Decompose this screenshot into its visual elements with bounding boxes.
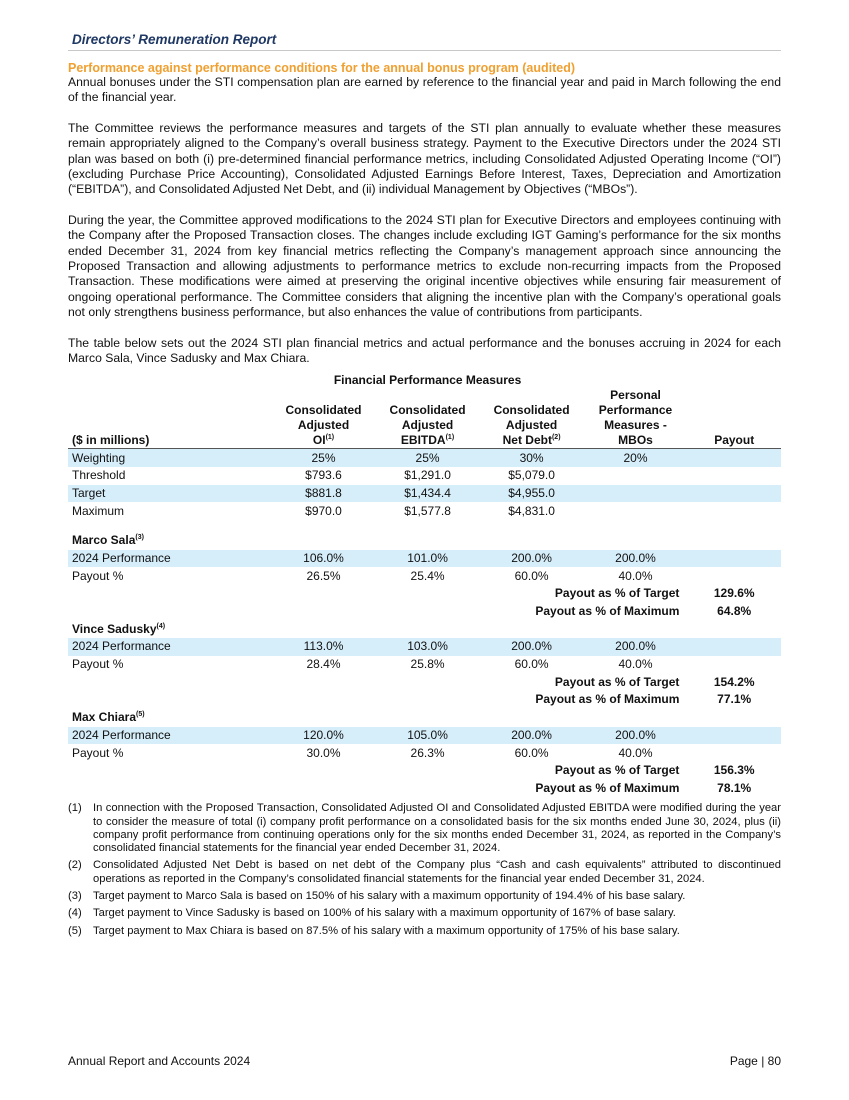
units-label: ($ in millions)	[68, 388, 272, 449]
paragraph-table-intro: The table below sets out the 2024 STI plan financial metrics and actual performance and the bonuses accruing in 2024 for each Marco Sala, Vince Sadusky and Max Chiara.	[68, 335, 781, 366]
row-payout-maximum: Payout as % of Maximum 64.8%	[535, 604, 752, 619]
footnote: (1) In connection with the Proposed Transaction, Consolidated Adjusted OI and Consolidated Adjusted EBITDA were modified during the year to consider the measure of total (i) company profit performance on a consolidated basis for the six months ended June 30, 2024, plus (ii) company profit performance from continuing operations only for the six months ended December 31, 2024, as reported in the Company’s consolidated financial statements for the financial year ended December 31, 2024.	[68, 802, 781, 855]
footnote: (5) Target payment to Max Chiara is based on 87.5% of his salary with a maximum opportunity of 175% of his base salary.	[68, 924, 680, 937]
footnotes	[68, 802, 781, 938]
row-payout: Payout % 30.0% 26.3% 60.0% 40.0%	[72, 745, 653, 760]
col-header-mbo: Personal Performance Measures - MBOs	[584, 388, 688, 449]
paragraph-modifications: During the year, the Committee approved modifications to the 2024 STI plan for Executive Directors and employees continuing with the Company after the Proposed Transaction closes. The changes include excluding IGT Gaming’s performance for the six months ended December 31, 2024 from key financial metrics reflecting the Company’s management approach since announcing the Proposed Transaction and allowing adjustments to performance metrics to exclude non-recurring impacts from the Proposed Transaction. These modifications were aimed at preserving the original incentive objectives while ensuring fair measurement of ongoing operational performance. The Committee considers that aligning the incentive plan with the Company’s operational goals not only strengthens business performance, but also enhances the value of contributions from participants.	[68, 212, 781, 320]
row-threshold: Threshold $793.6 $1,291.0 $5,079.0	[72, 468, 555, 483]
row-payout: Payout % 26.5% 25.4% 60.0% 40.0%	[72, 568, 653, 583]
footer-report-name: Annual Report and Accounts 2024	[68, 1054, 251, 1068]
row-performance: 2024 Performance 106.0% 101.0% 200.0% 200.0%	[68, 550, 781, 568]
footnote: (4) Target payment to Vince Sadusky is based on 100% of his salary with a maximum opportunity of 167% of base salary.	[68, 907, 676, 920]
report-title: Directors’ Remuneration Report	[68, 32, 781, 51]
row-payout-target: Payout as % of Target 156.3%	[554, 763, 755, 778]
person-row-marco-sala: Marco Sala$^{(3)}$	[72, 533, 144, 548]
col-header-ebitda: Consolidated Adjusted EBITDA$^{(1)}$	[376, 388, 480, 449]
row-performance: 2024 Performance 113.0% 103.0% 200.0% 200.0%	[68, 638, 781, 656]
col-header-payout: Payout	[687, 388, 781, 449]
row-payout-maximum: Payout as % of Maximum 77.1%	[535, 692, 752, 707]
row-maximum: Maximum $970.0 $1,577.8 $4,831.0	[72, 503, 555, 518]
paragraph-intro: Annual bonuses under the STI compensation plan are earned by reference to the financial year and paid in March following the end of the financial year.	[68, 75, 781, 105]
row-weighting: Weighting 25% 25% 30% 20%	[68, 449, 781, 467]
footnote: (3) Target payment to Marco Sala is based on 150% of his salary with a maximum opportunity of 194.4% of his base salary.	[68, 890, 686, 903]
row-target: Target $881.8 $1,434.4 $4,955.0	[68, 485, 781, 503]
row-performance: 2024 Performance 120.0% 105.0% 200.0% 200.0%	[68, 727, 781, 745]
group-header: Financial Performance Measures	[333, 373, 522, 388]
row-payout-target: Payout as % of Target 154.2%	[554, 674, 755, 689]
row-payout-target: Payout as % of Target 129.6%	[554, 586, 755, 601]
page	[68, 30, 781, 942]
section-heading: Performance against performance conditions for the annual bonus program (audited)	[68, 61, 576, 75]
sti-performance-table	[68, 371, 781, 798]
page-footer	[68, 1054, 781, 1068]
person-row-max-chiara: Max Chiara$^{(5)}$	[72, 710, 145, 725]
page-number: Page | 80	[729, 1054, 781, 1068]
row-payout-maximum: Payout as % of Maximum 78.1%	[535, 780, 752, 795]
col-header-net-debt: Consolidated Adjusted Net Debt$^{(2)}$	[480, 388, 584, 449]
row-payout: Payout % 28.4% 25.8% 60.0% 40.0%	[72, 657, 653, 672]
paragraph-committee-review: The Committee reviews the performance measures and targets of the STI plan annually to evaluate whether these measures remain appropriately aligned to the Company’s overall business strategy. Payment to the Executive Directors under the 2024 STI plan was based on both (i) pre-determined financial performance metrics, including Consolidated Adjusted Operating Income (“OI”) (excluding Purchase Price Accounting), Consolidated Adjusted Earnings Before Interest, Taxes, Depreciation and Amortization (“EBITDA”), and Consolidated Adjusted Net Debt, and (ii) individual Management by Objectives (“MBOs”).	[68, 120, 781, 197]
col-header-oi: Consolidated Adjusted OI$^{(1)}$	[272, 388, 376, 449]
footnote: (2) Consolidated Adjusted Net Debt is based on net debt of the Company plus “Cash and cash equivalents” attributed to discontinued operations as reported in the Company’s consolidated financial statements for the financial year ended December 31, 2024.	[68, 859, 781, 885]
person-row-vince-sadusky: Vince Sadusky$^{(4)}$	[72, 621, 166, 636]
